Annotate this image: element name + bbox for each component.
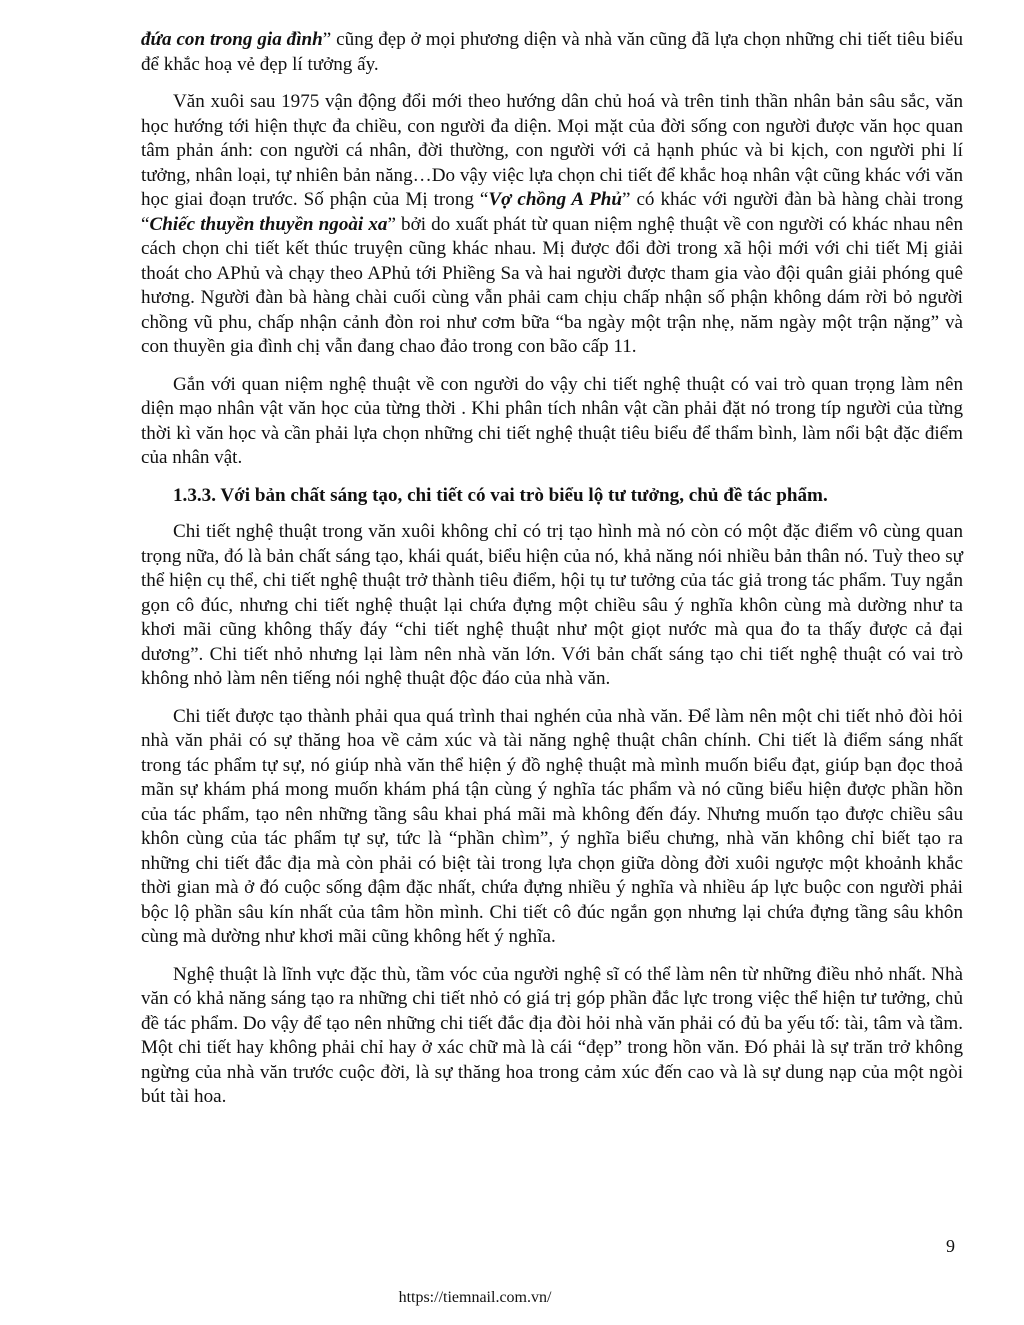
paragraph-3: Gắn với quan niệm nghệ thuật về con người do vậy chi tiết nghệ thuật có vai trò quan trọng làm nên diện mạo nhân vật văn học của từng thời . Khi phân tích nhân vật cần phải đặt nó trong típ người của từng thời kì văn học và cần phải lựa chọn những chi tiết nghệ thuật tiêu biểu để thẩm bình, làm nổi bật đặc điểm của nhân vật. xyxy=(141,373,963,468)
italic-title-vo-chong-a-phu: Vợ chồng A Phủ xyxy=(488,189,622,210)
italic-title-dua-con: đứa con trong gia đình xyxy=(141,29,323,50)
paragraph-1-text: ” cũng đẹp ở mọi phương diện và nhà văn cũng đã lựa chọn những chi tiết tiêu biểu để khắc hoạ vẻ đẹp lí tưởng ấy. xyxy=(141,29,963,75)
paragraph-2 xyxy=(141,90,963,360)
italic-title-chiec-thuyen: Chiếc thuyền thuyền ngoài xa xyxy=(149,213,388,235)
page-number: 9 xyxy=(946,1236,955,1256)
paragraph-2-text-a: Văn xuôi sau 1975 vận động đổi mới theo hướng dân chủ hoá và trên tinh thần nhân bản sâu sắc, văn học hướng tới hiện thực đa chiều, con người đa diện. Mọi mặt của đời sống con người được văn học quan tâm phản ánh: con người cá nhân, đời thường, con người với cả hạnh phúc và bi kịch, con người phi lí tưởng, nhân loại, tự nhiên bản năng…Do vậy việc lựa chọn chi tiết để khắc hoạ nhân vật cũng khác với văn học giai đoạn trước. Số phận của Mị trong “ xyxy=(141,91,963,210)
footer-url-link[interactable]: https://tiemnail.com.vn/ xyxy=(398,1289,552,1306)
paragraph-4: Chi tiết nghệ thuật trong văn xuôi không chỉ có trị tạo hình mà nó còn có một đặc điểm vô cùng quan trọng nữa, đó là bản chất sáng tạo, khái quát, biểu hiện của nó, khả năng nói nhiều bản thân nó. Tuỳ theo sự thể hiện cụ thể, chi tiết nghệ thuật trở thành tiêu điểm, hội tụ tư tưởng của tác giả trong tác phẩm. Tuy ngắn gọn cô đúc, nhưng chi tiết nghệ thuật lại chứa đựng một chiều sâu ý nghĩa khôn cùng mà dường như ta khơi mãi cũng không thấy đáy “chi tiết nghệ thuật như một giọt nước mà qua đo ta thấy được cả đại dương”. Chi tiết nhỏ nhưng lại làm nên nhà văn lớn. Với bản chất sáng tạo chi tiết nghệ thuật có vai trò không nhỏ làm nên tiếng nói nghệ thuật độc đáo của nhà văn. xyxy=(141,521,963,689)
paragraph-1 xyxy=(141,28,963,77)
paragraph-6: Nghệ thuật là lĩnh vực đặc thù, tầm vóc của người nghệ sĩ có thể làm nên từ những điều nhỏ nhất. Nhà văn có khả năng sáng tạo ra những chi tiết nhỏ có giá trị góp phần đắc lực trong việc thể hiện tư tưởng, chủ đề tác phẩm. Do vậy để tạo nên những chi tiết đắc địa đòi hỏi nhà văn phải có đủ ba yếu tố: tài, tâm và tầm. Một chi tiết hay không phải chỉ hay ở xác chữ mà là cái “đẹp” trong hồn văn. Đó phải là sự trăn trở không ngừng của nhà văn trước cuộc đời, là sự thăng hoa trong cảm xúc đến cao và là sự dung nạp của một ngòi bút tài hoa. xyxy=(141,963,963,1107)
section-heading: 1.3.3. Với bản chất sáng tạo, chi tiết có vai trò biểu lộ tư tưởng, chủ đề tác phẩm. xyxy=(173,484,828,506)
paragraph-2-text-c: ” bởi do xuất phát từ quan niệm nghệ thuật về con người có khác nhau nên cách chọn chi tiết kết thúc truyện cũng khác nhau. Mị được đổi đời trong xã hội mới với chi tiết Mị giải thoát cho APhủ và chạy theo APhủ tới Phiềng Sa và hai người được tham gia vào đội quân giải phóng quê hương. Người đàn bà hàng chài cuối cùng vẫn phải cam chịu chấp nhận số phận không dám rời bỏ người chồng vũ phu, chấp nhận cảnh đòn roi như cơm bữa “ba ngày một trận nhẹ, năm ngày một trận nặng” và con thuyền gia đình chị vẫn đang chao đảo trong con bão cấp 11. xyxy=(141,213,964,357)
paragraph-2-text-b: ” có khác với người đàn bà hàng chài trong “ xyxy=(141,189,963,235)
paragraph-5: Chi tiết được tạo thành phải qua quá trình thai nghén của nhà văn. Để làm nên một chi tiết nhỏ đòi hỏi nhà văn phải có sự thăng hoa về cảm xúc và tài năng nghệ thuật chân chính. Chi tiết là điểm sáng nhất trong tác phẩm tự sự, nó giúp nhà văn thể hiện ý đồ nghệ thuật mà mình muốn biểu đạt, giúp bạn đọc thoả mãn sự khám phá mong muốn khám phá tận cùng ý nghĩa tác phẩm và nó cũng biểu hiện được phần hồn của tác phẩm, tạo nên những tầng sâu khai phá mãi mà không đến đáy. Nhưng muốn tạo được chiều sâu khôn cùng của tác phẩm tự sự, tức là “phần chìm”, ý nghĩa biểu chưng, nhà văn không chỉ biết tạo ra những chi tiết đắc địa mà còn phải có biệt tài trong lựa chọn giữa dòng đời xuôi ngược một khoảnh khắc thời gian mà ở đó cuộc sống đậm đặc nhất, chứa đựng nhiều ý nghĩa và nhiều áp lực buộc con người phải bộc lộ phần sâu kín nhất của tâm hồn mình. Chi tiết cô đúc ngắn gọn nhưng lại chứa đựng tầng sâu khôn cùng mà dường như khơi mãi cũng không hết ý nghĩa. xyxy=(141,705,963,947)
document-page xyxy=(141,28,963,1123)
